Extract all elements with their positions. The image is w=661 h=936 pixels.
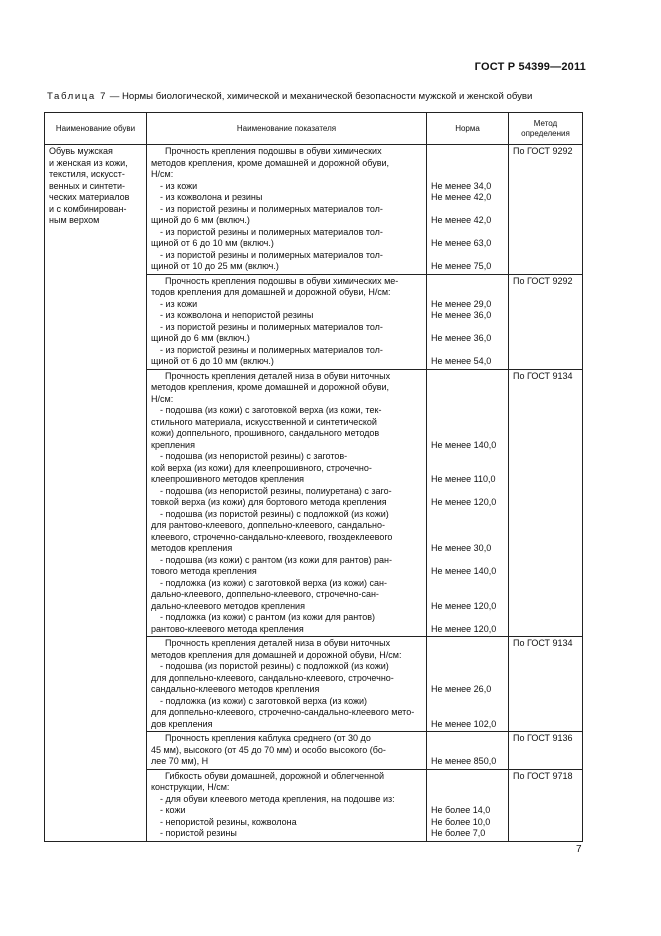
indicator-item-line: - из пористой резины и полимерных материалов тол- <box>160 203 383 214</box>
method-cell: По ГОСТ 9292 <box>509 145 583 275</box>
norm-spacer <box>431 417 504 429</box>
norm-value: Не менее 75,0 <box>431 261 492 271</box>
shoe-type-line: Обувь мужская <box>49 146 113 156</box>
norm-value: Не менее 63,0 <box>431 238 492 248</box>
indicator-item-line: тового метода крепления <box>151 566 257 576</box>
norm-spacer <box>431 673 504 685</box>
indicator-item-line: дально-клеевого методов крепления <box>151 600 305 611</box>
indicator-item-line: клеепрошивного методов крепления <box>151 474 304 484</box>
norm-cell <box>427 769 509 841</box>
norm-spacer <box>431 486 504 498</box>
indicator-item-line: щиной от 6 до 10 мм (включ.) <box>151 238 274 248</box>
indicator-cell <box>147 732 427 770</box>
indicator-cell <box>147 145 427 275</box>
indicator-heading-line: Прочность крепления подошвы в обуви химических ме- <box>165 275 399 286</box>
indicator-item-line: для доппельно-клеевого, сандально-клеевого, строчечно- <box>151 672 394 683</box>
norm-spacer <box>431 405 504 417</box>
indicator-heading-line: Н/см: <box>151 169 174 179</box>
indicator-heading-line: лее 70 мм), Н <box>151 756 209 766</box>
indicator-item-line: клеевого, строчечно-сандально-клеевого, гвоздеклеевого <box>151 531 393 542</box>
indicator-item-line: крепления <box>151 439 195 450</box>
norm-cell <box>427 732 509 770</box>
norm-spacer <box>431 169 504 181</box>
norm-value: Не менее 34,0 <box>431 180 492 191</box>
indicator-heading-line: конструкции, Н/см: <box>151 782 230 792</box>
shoe-type-line: и женская из кожи, <box>49 157 128 168</box>
column-header-method-text: Метод определения <box>521 118 570 138</box>
shoe-type-line: венных и синтети- <box>49 180 125 191</box>
indicator-item-line: кой верха (из кожи) для клеепрошивного, строчечно- <box>151 462 372 473</box>
indicator-heading-line: методов крепления, кроме домашней и дорожной обуви, <box>151 382 390 392</box>
norm-spacer <box>431 733 504 745</box>
indicator-item-line: - для обуви клеевого метода крепления, на подошве из: <box>160 793 395 804</box>
method-cell: По ГОСТ 9134 <box>509 637 583 732</box>
norm-cell <box>427 637 509 732</box>
column-header-shoe: Наименование обуви <box>45 113 147 145</box>
indicator-cell <box>147 769 427 841</box>
method-cell: По ГОСТ 9718 <box>509 769 583 841</box>
norm-spacer <box>431 276 504 288</box>
method-cell: По ГОСТ 9292 <box>509 274 583 369</box>
indicator-item-line: стильного материала, искусственной и синтетической <box>151 416 377 427</box>
norm-cell <box>427 145 509 275</box>
norm-value: Не менее 42,0 <box>431 215 492 225</box>
indicator-cell <box>147 637 427 732</box>
norm-spacer <box>431 287 504 299</box>
indicator-item-line: - из кожи <box>160 298 198 309</box>
indicator-item-line: - подошва (из непористой резины, полиуретана) с заго- <box>160 485 392 496</box>
norm-spacer <box>431 451 504 463</box>
norm-spacer <box>431 371 504 383</box>
indicator-heading-line: Гибкость обуви домашней, дорожной и облегченной <box>165 770 385 781</box>
document-header: ГОСТ Р 54399—2011 <box>474 61 586 73</box>
indicator-item-line: - непористой резины, кожволона <box>160 816 297 827</box>
norm-spacer <box>431 650 504 662</box>
norm-value: Не более 14,0 <box>431 805 491 815</box>
norm-spacer <box>431 771 504 783</box>
indicator-heading-line: Н/см: <box>151 393 174 404</box>
norm-spacer <box>431 428 504 440</box>
norm-spacer <box>431 204 504 216</box>
table-row <box>45 145 583 275</box>
indicator-heading-line: Прочность крепления деталей низа в обуви ниточных <box>165 370 391 381</box>
shoe-type-line: ным верхом <box>49 215 100 225</box>
norm-spacer <box>431 782 504 794</box>
indicator-item-line: - подошва (из пористой резины) с подложкой (из кожи) <box>160 508 389 519</box>
norm-spacer <box>431 322 504 334</box>
indicator-item-line: - пористой резины <box>160 828 237 838</box>
norm-spacer <box>431 745 504 757</box>
indicator-heading-line: методов крепления, кроме домашней и дорожной обуви, <box>151 157 390 168</box>
norm-value: Не менее 30,0 <box>431 543 492 553</box>
indicator-heading-line: 45 мм), высокого (от 45 до 70 мм) и особо высокого (бо- <box>151 744 386 755</box>
indicator-item-line: - из кожволона и резины <box>160 192 263 202</box>
indicator-item-line: - из кожи <box>160 180 198 191</box>
indicator-heading-line: тодов крепления для домашней и дорожной обуви, Н/см: <box>151 287 391 297</box>
shoe-type-cell <box>45 145 147 842</box>
norm-spacer <box>431 589 504 601</box>
indicator-item-line: кожи) доппельного, прошивного, сандального методов <box>151 428 380 438</box>
indicator-heading-line: Прочность крепления подошвы в обуви химических <box>165 146 382 156</box>
table-label: Таблица 7 <box>47 91 108 102</box>
shoe-type-line: ческих материалов <box>49 192 130 202</box>
norm-spacer <box>431 158 504 170</box>
shoe-type-line: текстиля, искусст- <box>49 169 125 179</box>
norm-spacer <box>431 612 504 624</box>
shoe-type-line: и с комбинирован- <box>49 203 127 214</box>
indicator-cell <box>147 274 427 369</box>
column-header-indicator: Наименование показателя <box>147 113 427 145</box>
indicator-heading-line: Прочность крепления деталей низа в обуви ниточных <box>165 638 391 648</box>
norm-spacer <box>431 509 504 521</box>
norm-value: Не менее 850,0 <box>431 756 497 766</box>
norm-value: Не менее 120,0 <box>431 497 497 507</box>
norm-spacer <box>431 345 504 357</box>
norm-spacer <box>431 520 504 532</box>
norm-spacer <box>431 707 504 719</box>
norm-value: Не более 7,0 <box>431 828 486 838</box>
norm-spacer <box>431 638 504 650</box>
norm-spacer <box>431 661 504 673</box>
norm-cell <box>427 369 509 637</box>
indicator-item-line: методов крепления <box>151 543 233 553</box>
norm-spacer <box>431 250 504 262</box>
indicator-item-line: сандально-клеевого методов крепления <box>151 684 320 694</box>
table-title: — Нормы биологической, химической и механической безопасности мужской и женской обуви <box>107 91 533 102</box>
indicator-item-line: - подложка (из кожи) с заготовкой верха (из кожи) сан- <box>160 577 387 588</box>
norm-spacer <box>431 227 504 239</box>
indicator-item-line: - из пористой резины и полимерных материалов тол- <box>160 249 383 260</box>
indicator-item-line: щиной до 6 мм (включ.) <box>151 215 250 225</box>
indicator-item-line: щиной до 6 мм (включ.) <box>151 333 250 343</box>
indicator-item-line: товкой верха (из кожи) для бортового метода крепления <box>151 497 387 507</box>
table-caption <box>47 91 607 102</box>
indicator-cell <box>147 369 427 637</box>
norm-value: Не менее 36,0 <box>431 333 492 343</box>
norm-value: Не менее 120,0 <box>431 623 497 634</box>
norm-spacer <box>431 382 504 394</box>
indicator-item-line: - подошва (из пористой резины) с подложкой (из кожи) <box>160 661 389 671</box>
norm-spacer <box>431 532 504 544</box>
indicator-item-line: - подложка (из кожи) с заготовкой верха (из кожи) <box>160 695 368 706</box>
indicator-item-line: щиной от 10 до 25 мм (включ.) <box>151 261 279 271</box>
norm-value: Не менее 140,0 <box>431 566 497 576</box>
column-header-norm: Норма <box>427 113 509 145</box>
indicator-item-line: - из пористой резины и полимерных материалов тол- <box>160 226 383 237</box>
norm-value: Не менее 26,0 <box>431 684 492 694</box>
indicator-item-line: - подошва (из кожи) с рантом (из кожи для рантов) ран- <box>160 554 392 565</box>
indicator-item-line: для рантово-клеевого, доппельно-клеевого, сандально- <box>151 520 385 530</box>
indicator-item-line: - из кожволона и непористой резины <box>160 310 314 320</box>
page-number: 7 <box>576 844 582 855</box>
norm-spacer <box>431 794 504 806</box>
indicator-item-line: - подошва (из кожи) с заготовкой верха (из кожи, тек- <box>160 405 382 415</box>
norm-value: Не менее 36,0 <box>431 310 492 320</box>
indicator-item-line: щиной от 6 до 10 мм (включ.) <box>151 356 274 366</box>
norm-value: Не менее 102,0 <box>431 718 497 729</box>
indicator-item-line: - кожи <box>160 805 186 815</box>
norm-spacer <box>431 578 504 590</box>
norm-spacer <box>431 463 504 475</box>
indicator-item-line: для доппельно-клеевого, строчечно-сандально-клеевого мето- <box>151 707 415 717</box>
indicator-item-line: дов крепления <box>151 718 213 729</box>
indicator-item-line: - из пористой резины и полимерных материалов тол- <box>160 344 383 355</box>
norm-value: Не менее 54,0 <box>431 356 492 366</box>
norm-spacer <box>431 146 504 158</box>
norm-value: Не менее 29,0 <box>431 298 492 309</box>
table-header-row <box>45 113 583 145</box>
indicator-item-line: - подошва (из непористой резины) с заготов- <box>160 451 348 461</box>
indicator-heading-line: Прочность крепления каблука среднего (от 30 до <box>165 733 371 743</box>
norm-value: Не более 10,0 <box>431 816 491 827</box>
indicator-heading-line: методов крепления для домашней и дорожной обуви, Н/см: <box>151 649 402 660</box>
indicator-item-line: дально-клеевого, доппельно-клеевого, строчечно-сан- <box>151 589 379 599</box>
column-header-method <box>509 113 583 145</box>
method-cell: По ГОСТ 9136 <box>509 732 583 770</box>
norm-spacer <box>431 555 504 567</box>
norm-spacer <box>431 696 504 708</box>
norm-value: Не менее 110,0 <box>431 474 496 484</box>
table-body <box>45 145 583 842</box>
indicator-item-line: рантово-клеевого метода крепления <box>151 623 304 634</box>
norm-value: Не менее 120,0 <box>431 600 497 611</box>
indicator-item-line: - из пористой резины и полимерных материалов тол- <box>160 321 383 332</box>
safety-norms-table <box>44 112 583 842</box>
indicator-item-line: - подложка (из кожи) с рантом (из кожи для рантов) <box>160 612 375 622</box>
norm-value: Не менее 140,0 <box>431 439 497 450</box>
norm-spacer <box>431 394 504 406</box>
norm-value: Не менее 42,0 <box>431 192 492 202</box>
norm-cell <box>427 274 509 369</box>
method-cell: По ГОСТ 9134 <box>509 369 583 637</box>
